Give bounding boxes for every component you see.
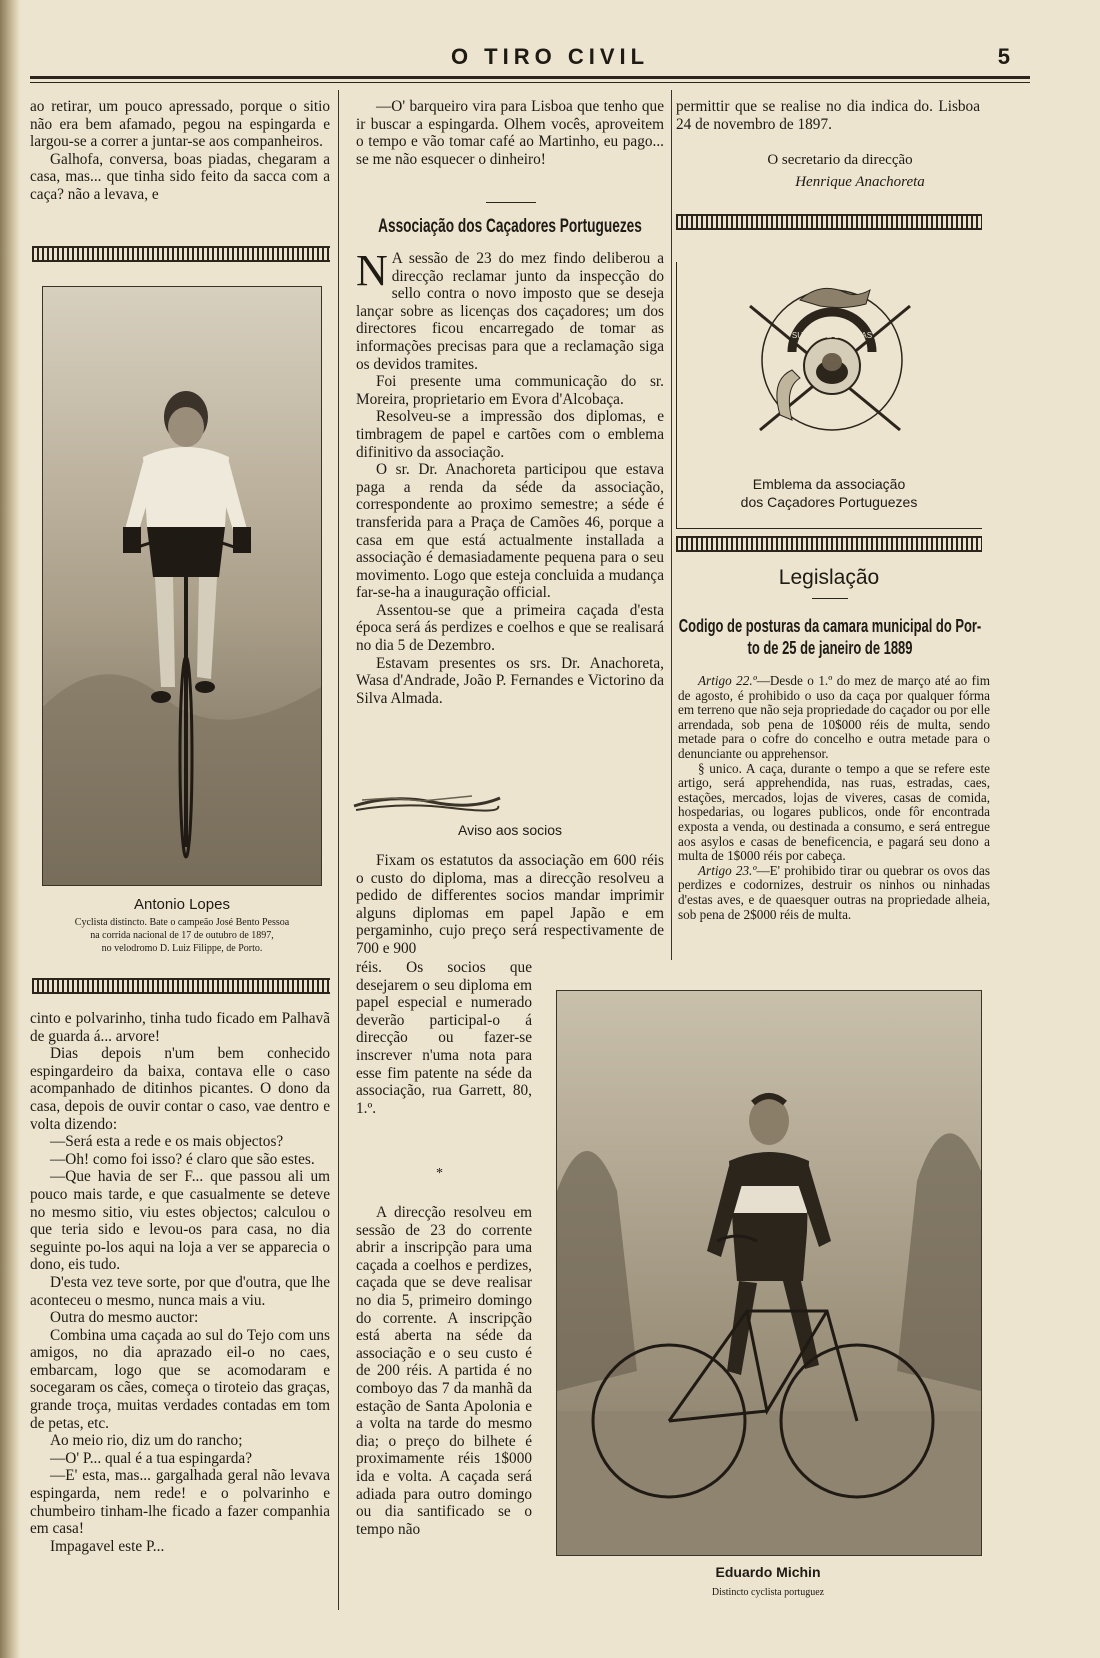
- paragraph: [356, 246, 664, 373]
- cyclist-illustration: [43, 287, 321, 885]
- decorative-vignette: [352, 792, 502, 814]
- emblem-frame-bottom: [676, 528, 982, 529]
- column-separator-2: [671, 90, 672, 960]
- short-rule: [486, 202, 536, 203]
- paragraph: D'esta vez teve sorte, por que d'outra, que lhe aconteceu o mesmo, nunca mais a viu.: [30, 1273, 330, 1309]
- col1-bottom-text: [30, 1010, 330, 1555]
- artigo-text: —E' prohibido tirar ou quebrar os ovos das perdizes e codornizes, destruir os ninhos ou ninhadas d'estas aves, e de quaesquer outras na propriedade alheia, sob pena de 2$000 réis de multa.: [678, 862, 991, 922]
- paragraph: Impagavel este P...: [50, 1537, 165, 1555]
- paragraph: A direcção resolveu em sessão de 23 do corrente abrir a inscripção para uma caçada a coelhos e perdizes, caçada que se deve realisar no dia 5, primeiro domingo do corrente. A inscripção está aberta na séde da associação e o seu custo é de 200 réis. A partida é no comboyo das 7 da manhã da estação de Santa Apolonia e a volta na tarde do mesmo dia; o preço do bilhete é proximamente réis 1$000 ida e volta. A caçada será adiada para outro domingo ou dia santificado se o tempo não: [356, 1204, 532, 1538]
- paragraph: réis. Os socios que desejarem o seu diploma em papel especial e numerado deverão participal-o á direcção ou fazer-se inscrever n'uma nota para esse fim patente na séde da associação, rua Garrett, 80, 1.º.: [356, 959, 532, 1117]
- paragraph: —Que havia de ser F... que passou ali um pouco mais tarde, e que casualmente se deteve no mesmo sitio, viu estes objectos; calculou o que teria sido e levou-os para casa, no dia seguinte po-los aqui na loja a ver se apparecia o dono, eis tudo.: [30, 1168, 330, 1274]
- paragraph: cinto e polvarinho, tinha tudo ficado em Palhavã de guarda á... arvore!: [30, 1010, 330, 1045]
- codigo-heading-line1: Codigo de posturas da camara municipal do Por-: [678, 616, 982, 636]
- aviso-text-narrow: [356, 959, 532, 1117]
- masthead-rule-thin: [30, 82, 1030, 83]
- ornamental-border: [676, 214, 982, 230]
- photo1-caption: [32, 916, 332, 955]
- aviso-heading: Aviso aos socios: [457, 822, 562, 838]
- page-binding-gutter: [0, 0, 20, 1658]
- caption-line: Cyclista distincto. Bate o campeão José Bento Pessoa: [74, 917, 290, 928]
- artigo-label: Artigo 23.º: [698, 862, 757, 878]
- paragraph: —O' P... qual é a tua espingarda?: [50, 1449, 252, 1467]
- direccao-text: [356, 1204, 532, 1538]
- masthead-rule: [30, 76, 1030, 79]
- paragraph: Foi presente uma communicação do sr. Moreira, proprietario em Evora d'Alcobaça.: [356, 373, 664, 408]
- paragraph: Outra do mesmo auctor:: [50, 1309, 199, 1327]
- paragraph: Assentou-se que a primeira caçada d'esta época será ás perdizes e coelhos e que se realisará no dia 5 de Dezembro.: [356, 601, 664, 655]
- emblem-icon: [740, 270, 920, 450]
- paragraph: —E' esta, mas... gargalhada geral não levava espingarda, nem rede! e o polvarinho e chumbeiro tinham-lhe ficado a fazer companhia em casa!: [30, 1467, 330, 1538]
- masthead-title: O TIRO CIVIL: [450, 44, 650, 69]
- caption-line: no velodromo D. Luiz Filippe, de Porto.: [101, 943, 263, 954]
- paragraph: Combina uma caçada ao sul do Tejo com uns amigos, no dia aprazado eil-o no caes, embarcam, logo que se acomodaram e socegaram os cães, começa o tiroteio das graças, grande troça, muitas verdades contadas em tom de petas, etc.: [30, 1326, 330, 1432]
- paragraph: § unico. A caça, durante o tempo a que se refere este artigo, será apprehendida, nas ruas, estradas, caes, estações, mercados, lojas de viveres, casas de comida, hospedarias, ou logares publicos, onde fôr encontrada exposta a venda, ou destinada a consumo, e será entregue aos asylos e casas de beneficencia, e pagará seu dono a multa de 1$000 réis por cabeça.: [678, 760, 990, 864]
- emblem-caption-1: Emblema da associação: [752, 476, 906, 492]
- legislacao-heading: Legislação: [778, 566, 880, 589]
- paragraph: Galhofa, conversa, boas piadas, chegaram a casa, mas... que tinha sido feito da sacca com a caça? não a levava, e: [30, 150, 330, 203]
- paragraph: [678, 864, 990, 922]
- paragraph: —Será esta a rede e os mais objectos?: [50, 1133, 284, 1151]
- emblem-caption-2: dos Caçadores Portuguezes: [740, 494, 918, 510]
- ornamental-border: [32, 246, 330, 262]
- paragraph: Resolveu-se a impressão dos diplomas, e timbragem de papel e cartões com o emblema difinitivo da associação.: [356, 408, 664, 461]
- paragraph: Dias depois n'um bem conhecido espingardeiro da baixa, contava elle o caso acompanhado de ditinhos picantes. O dono da casa, depois de ouvir contar o caso, vae dentro e volta dizendo:: [30, 1045, 330, 1133]
- photo1-caption-title: Antonio Lopes: [134, 896, 230, 913]
- artigo-label: Artigo 22.º: [698, 673, 757, 688]
- paragraph: O sr. Dr. Anachoreta participou que estava paga a renda da séde da associação, correspondente ao proximo semestre; a séde é transferida para a Praça de Camões 46, porque a casa em que está actualmente installada a associação é demasiadamente pequena para o seu movimento. Logo que esteja concluida a mudança far-se-ha a inauguração official.: [356, 461, 664, 602]
- paragraph: ao retirar, um pouco apressado, porque o sitio não era bem afamado, pegou na espingarda e largou-se a correr a juntar-se aos companheiros.: [30, 98, 330, 151]
- asterisk-divider: *: [436, 1166, 443, 1181]
- aviso-text-wide: [356, 852, 664, 958]
- paragraph: Estavam presentes os srs. Dr. Anachoreta, Wasa d'Andrade, João P. Fernandes e Victorino da Silva Almada.: [356, 654, 664, 707]
- signature-name: Henrique Anachoreta: [795, 174, 925, 190]
- association-emblem: [740, 270, 920, 450]
- cyclist-photo-eduardo-michin: [556, 990, 982, 1556]
- photo2-caption-title: Eduardo Michin: [715, 1564, 821, 1580]
- ornamental-border: [676, 536, 982, 552]
- signature-role: O secretario da direcção: [767, 152, 913, 168]
- cyclist-illustration: [557, 991, 981, 1555]
- ornament-icon: [352, 792, 502, 814]
- drop-cap: N: [356, 246, 388, 295]
- short-rule: [812, 598, 848, 599]
- ornamental-border: [32, 978, 330, 994]
- col1-top-text: [30, 98, 330, 204]
- emblem-motto: SUB LEGE LIBERTAS: [791, 331, 873, 340]
- page-number: 5: [997, 44, 1010, 69]
- paragraph: Ao meio rio, diz um do rancho;: [50, 1432, 243, 1450]
- legislacao-text: [678, 674, 990, 922]
- col2-top-text: [356, 98, 664, 168]
- paragraph: permittir que se realise no dia indica do. Lisboa 24 de novembro de 1897.: [676, 98, 980, 133]
- assoc-heading: Associação dos Caçadores Portuguezes: [378, 216, 642, 237]
- paragraph: Fixam os estatutos da associação em 600 réis o custo do diploma, mas a direcção resolveu a pedido de differentes socios mandar imprimir alguns diplomas em papel Japão e em pergaminho, cujo preço será respectivamente de 700 e 900: [356, 852, 664, 957]
- artigo-text: —Desde o 1.º do mez de março até ao fim de agosto, é prohibido o uso da caça por qualquer fórma em terreno que não seja propriedade do caçador ou por elle arrendada, sob pena de 10$000 réis de multa, sendo metade para o cofre do concelho e outra metade para o denunciante ou apprehensor.: [678, 673, 990, 761]
- column-separator-1: [338, 90, 339, 1610]
- caption-line: na corrida nacional de 17 de outubro de 1897,: [90, 930, 274, 941]
- paragraph: —O' barqueiro vira para Lisboa que tenho que ir buscar a espingarda. Olhem vocês, aproveitem o tempo e vão tomar café ao Martinho, eu pago... se me não esquecer o dinheiro!: [356, 98, 664, 168]
- paragraph: —Oh! como foi isso? é claro que são estes.: [50, 1150, 315, 1168]
- col3-top-text: [676, 98, 980, 133]
- cyclist-photo-antonio-lopes: [42, 286, 322, 886]
- photo2-caption-sub: Distincto cyclista portuguez: [711, 1587, 825, 1598]
- codigo-heading-line2: to de 25 de janeiro de 1889: [747, 638, 913, 658]
- assoc-article: [356, 246, 664, 707]
- paragraph: [678, 674, 990, 762]
- paragraph-text: A sessão de 23 do mez findo deliberou a direcção reclamar junto da inspecção do sello contra o novo imposto que se deseja lançar sobre as licenças dos caçadores; um dos directores ficou encarregado de tomar as informações precisas para que a reclamação siga os devidos tramites.: [356, 250, 664, 373]
